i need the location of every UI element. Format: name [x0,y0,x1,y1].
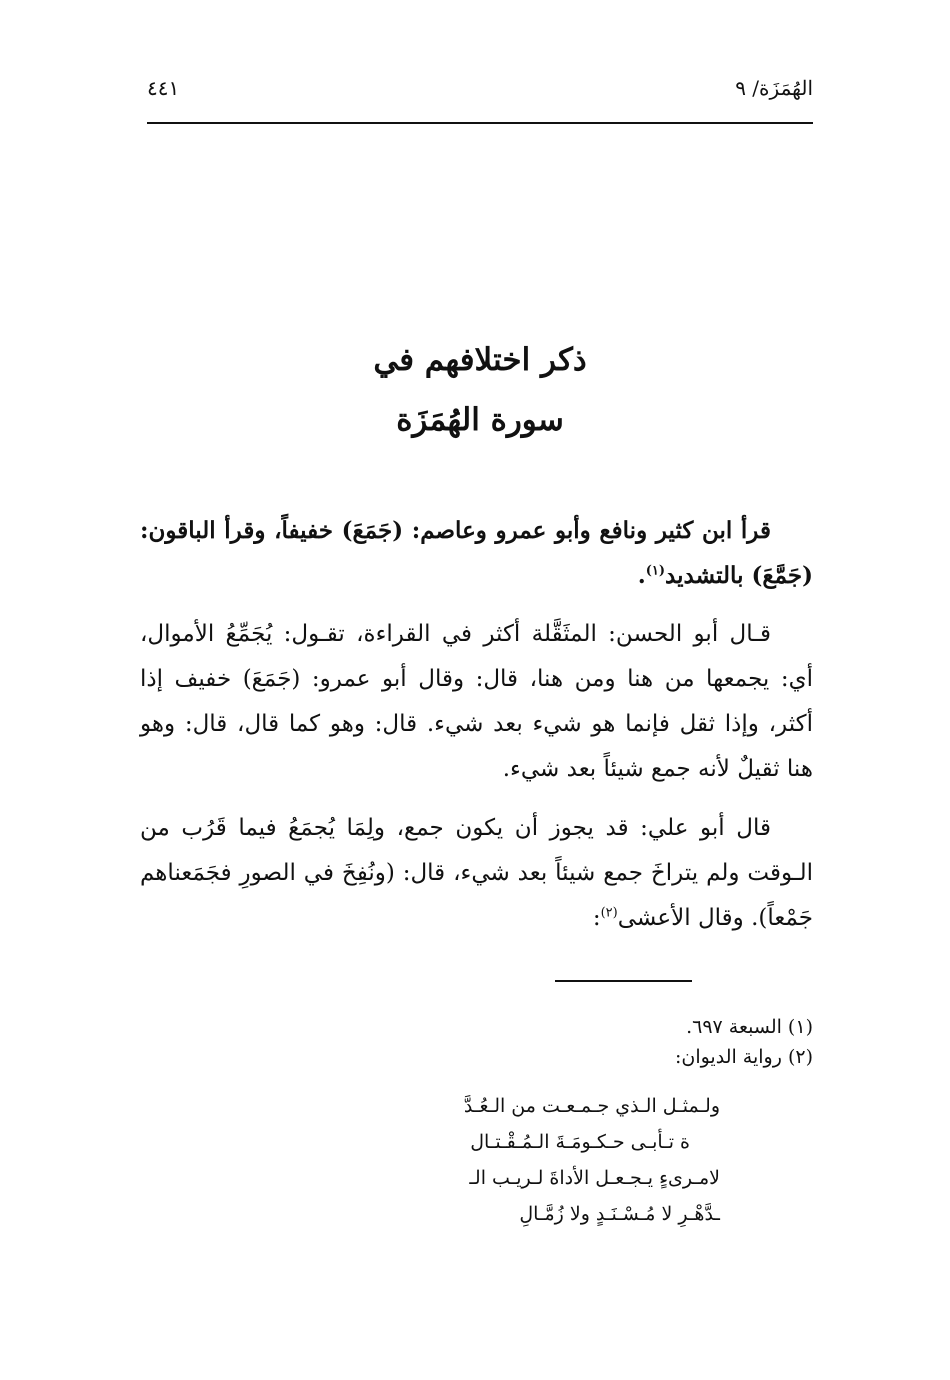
verse-line-4: ـدَّهْـرِ لا مُـسْـنَـدٍ ولا زُمَّـالِ [519,1203,720,1225]
verse-line-2: ة تـأبـى حـكـومَـةَ الـمُـقْـتـال [470,1131,690,1153]
verse-line-3: لامـرىءٍ يـجـعـل الأداةَ لـريـب الـ [469,1167,720,1189]
footnote-1: (١) السبعة ٦٩٧. [686,1016,813,1038]
paragraph-3-tail: : [592,905,601,931]
surah-reference: الهُمَزَة/ ٩ [735,76,813,100]
footnote-rule [555,980,692,982]
paragraph-1-text: قرأ ابن كثير ونافع وأبو عمرو وعاصم: (جَمَعَ) خفيفاً، وقرأ الباقون: (جَمَّعَ) بالتشديد [140,517,813,589]
verse-line-1: ولـمثـل الـذي جـمـعـت من الـعُـدَّ [463,1095,720,1117]
paragraph-2: قـال أبو الحسن: المثَقَّلة أكثر في القراءة، تقـول: يُجَمِّعُ الأموال، أي: يجمعها من هنا ومن هنا، قال: وقال أبو عمرو: (جَمَعَ) خفيف إذا أكثر، وإذا ثقل فإنما هو شيء بعد شيء. قال: وهو كما قال، قال: وهو هنا ثقيلٌ لأنه جمع شيئاً بعد شيء. [140,621,813,782]
title-line-2: سورة الهُمَزَة [396,402,564,438]
footnote-2: (٢) رواية الديوان: [674,1046,813,1068]
page-number: ٤٤١ [147,76,180,100]
paragraph-3-text: قال أبو علي: قد يجوز أن يكون جمع، ولِمَا يُجمَعُ فيما قَرُب من الـوقت ولم يتراخَ جمع شيئاً بعد شيء، قال: (ونُفِخَ في الصورِ فجَمَعناهم جَمْعاً). وقال الأعشى [140,815,813,931]
poem-verses [240,1088,720,1232]
footnotes [140,1012,813,1072]
title-line-1: ذكر اختلافهم في [373,342,587,378]
footnote-ref-2: (٢) [600,905,618,921]
header-rule [147,122,813,124]
running-header [147,70,813,106]
paragraph-3 [140,806,813,941]
paragraph-1-tail: . [637,562,646,589]
paragraph-1 [140,508,813,598]
chapter-title [147,330,813,450]
body-text [140,508,813,955]
footnote-ref-1: (١) [645,563,666,579]
